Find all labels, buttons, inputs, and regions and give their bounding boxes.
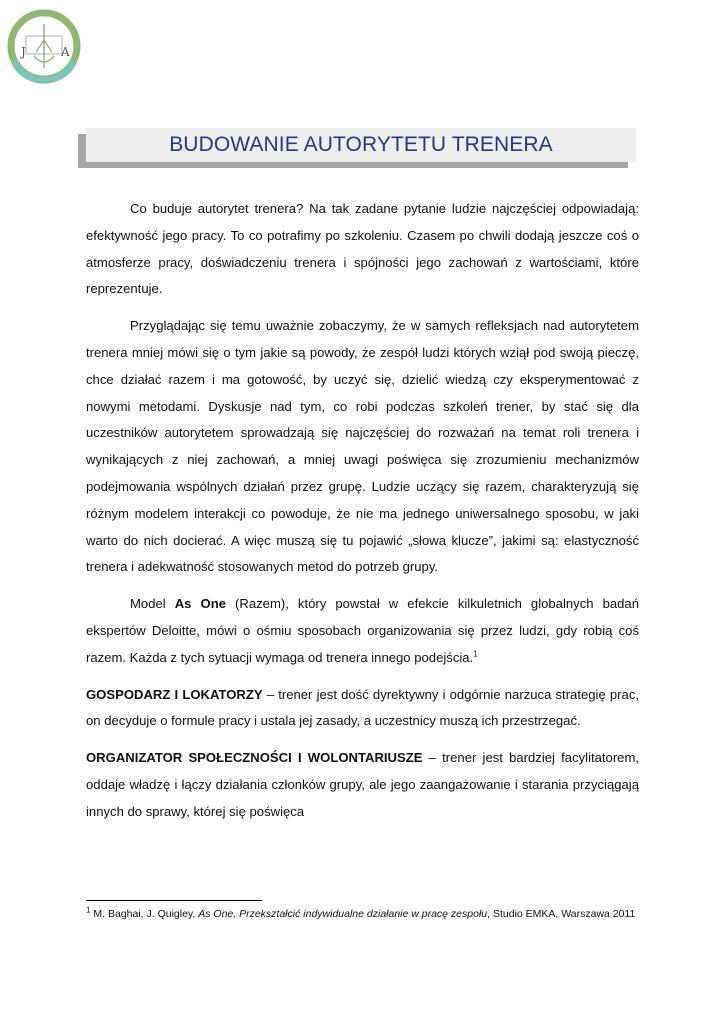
title-box: [86, 128, 636, 162]
role-gospodarz-text: – trener jest dość dyrektywny i odgórnie narzuca strategię prac, on decyduje o formule pracy i ustala jej zasady, a uczestnicy muszą ich przestrzegać.: [86, 686, 640, 729]
paragraph-gospodarz: [86, 682, 639, 736]
logo-emblem-icon: [6, 6, 82, 88]
logo-letter-j: J: [21, 45, 26, 59]
logo: [6, 6, 82, 88]
model-name: As One: [174, 596, 226, 612]
role-organizator-text: – trener jest bardziej facylitatorem, oddaje władzę i łączy działania członków grupy, ale jego zaangażowanie i starania przyciągają innych do sprawy, której się poświęca: [86, 750, 640, 819]
page-title: BUDOWANIE AUTORYTETU TRENERA: [169, 133, 553, 156]
paragraph-model-rest: (Razem), który powstał w efekcie kilkuletnich globalnych badań ekspertów Deloitte, mówi o ośmiu sposobach organizowania się przez ludzi, gdy robią coś razem. Każda z tych sytuacji wymaga od trenera innego podejścia.: [86, 596, 639, 665]
role-gospodarz-heading: GOSPODARZ I LOKATORZY: [86, 686, 263, 702]
role-organizator-heading: ORGANIZATOR SPOŁECZNOŚCI I WOLONTARIUSZE: [86, 750, 423, 766]
footnote-separator: [86, 900, 262, 901]
footnote-ref[interactable]: 1: [473, 649, 478, 659]
paragraph-intro: Co buduje autorytet trenera? Na tak zadane pytanie ludzie najczęściej odpowiadają: efektywność jego pracy. To co potrafimy po szkoleniu. Czasem po chwili dodają jeszcze coś o atmosferze pracy, doświadczeniu trenera i spójności jego zachowań z wartościami, które reprezentuje.: [86, 201, 639, 297]
footnote-book-title: As One, Przekształcić indywidualne działanie w pracę zespołu: [198, 908, 488, 920]
logo-letter-a: A: [61, 45, 70, 59]
footnote-publisher: , Studio EMKA, Warszawa 2011: [487, 908, 636, 920]
logo-ring-text: TRZEBIŃSK: [27, 15, 59, 27]
footnote-authors: M. Baghai, J. Quigley,: [90, 908, 199, 920]
paragraph-organizator: [86, 745, 639, 825]
paragraph-observation: Przyglądając się temu uważnie zobaczymy, że w samych refleksjach nad autorytetem trenera mniej mówi się o tym jakie są powody, że zespół ludzi których wziął pod swoją pieczę, chce działać razem i ma gotowość, by uczyć się, dzielić wiedzą czy eksperymentować z nowymi metodami. Dyskusje nad tym, co robi podczas szkoleń trener, by stać się dla uczestników autorytetem sprowadzają się najczęściej do rozważań na temat roli trenera i wynikających z niej zachowań, a mniej uwagi poświęca się zrozumieniu mechanizmów podejmowania wspólnych działań przez grupę. Ludzie uczący się razem, charakteryzują się różnym modelem interakcji co powoduje, że nie ma jednego uniwersalnego sposobu, w jaki warto do nich docierać. A więc muszą się tu pojawić „słowa klucze”, jakimi są: elastyczność trenera i adekwatność stosowanych metod do potrzeb grupy.: [86, 318, 639, 575]
document-body: [86, 196, 639, 836]
footnote-number: 1: [86, 905, 91, 915]
paragraph-model-start: Model: [130, 596, 175, 612]
footnote: [86, 907, 639, 922]
paragraph-model: [86, 591, 639, 671]
